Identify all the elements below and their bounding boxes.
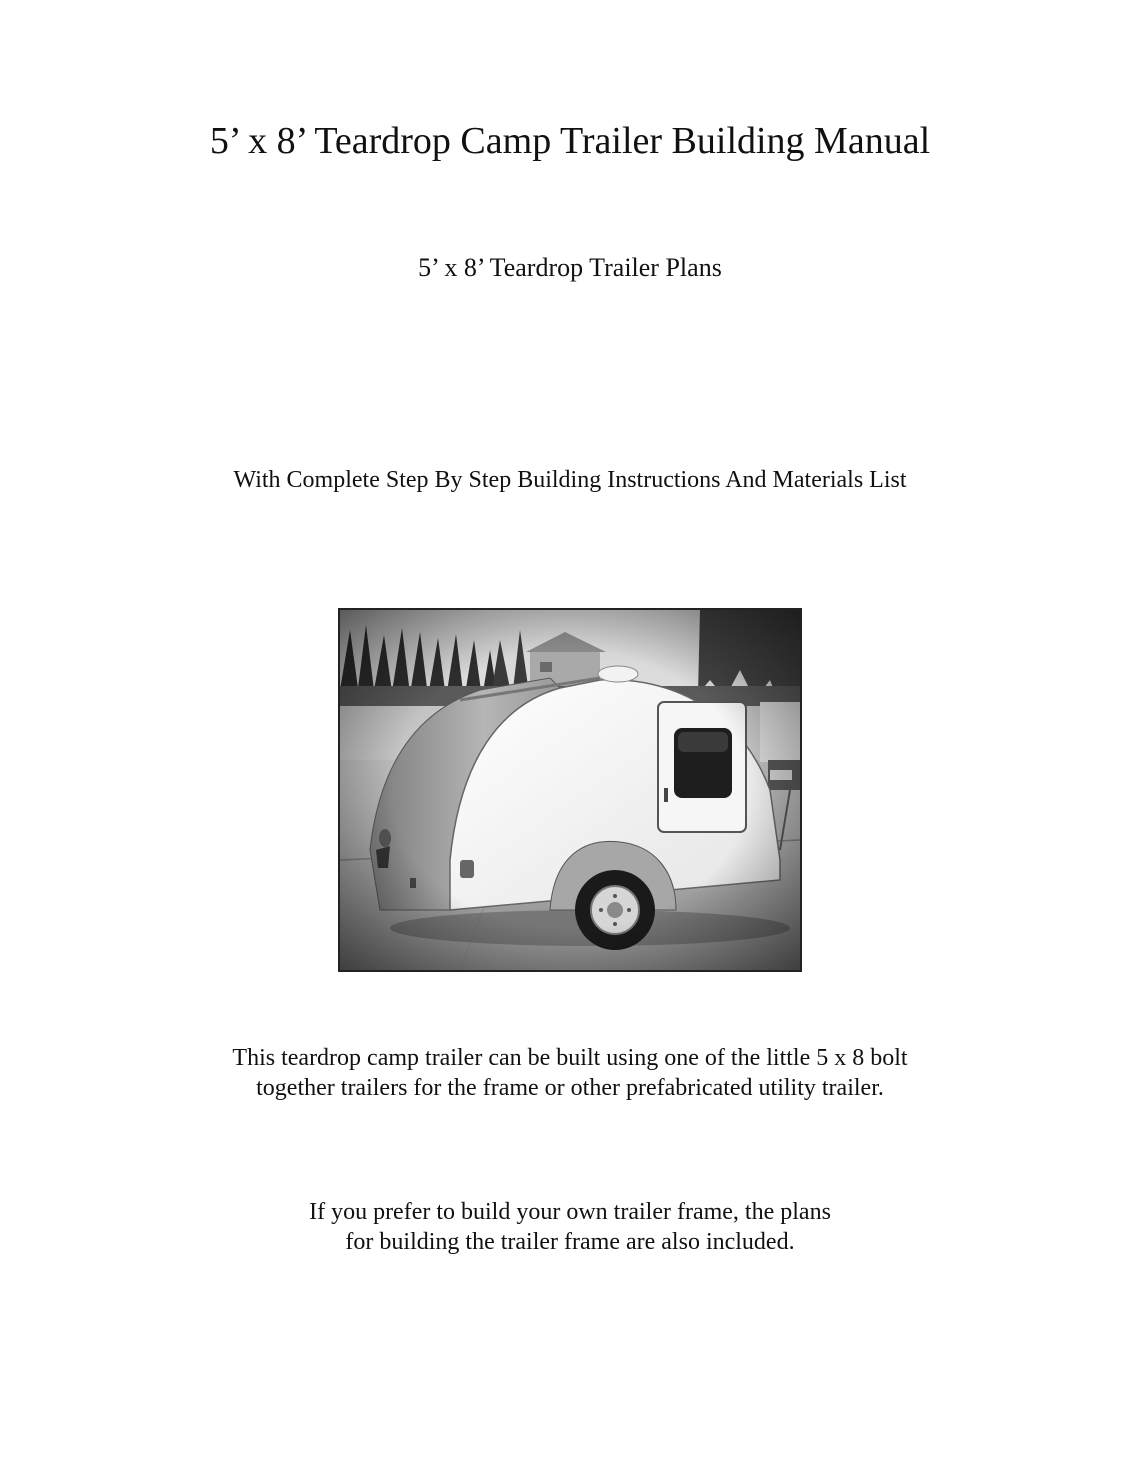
paragraph-line: for building the trailer frame are also included. (345, 1229, 795, 1255)
page-title: 5’ x 8’ Teardrop Camp Trailer Building Manual (209, 120, 931, 162)
paragraph-frame-plans (0, 1197, 1140, 1257)
page-tagline: With Complete Step By Step Building Instructions And Materials List (233, 467, 907, 493)
paragraph-frame-info (0, 1043, 1140, 1103)
teardrop-trailer-photo (338, 608, 802, 972)
paragraph-line: If you prefer to build your own trailer frame, the plans (309, 1199, 831, 1225)
paragraph-line: This teardrop camp trailer can be built using one of the little 5 x 8 bolt (232, 1045, 908, 1071)
paragraph-line: together trailers for the frame or other prefabricated utility trailer. (256, 1075, 884, 1101)
page-subtitle: 5’ x 8’ Teardrop Trailer Plans (418, 253, 722, 282)
